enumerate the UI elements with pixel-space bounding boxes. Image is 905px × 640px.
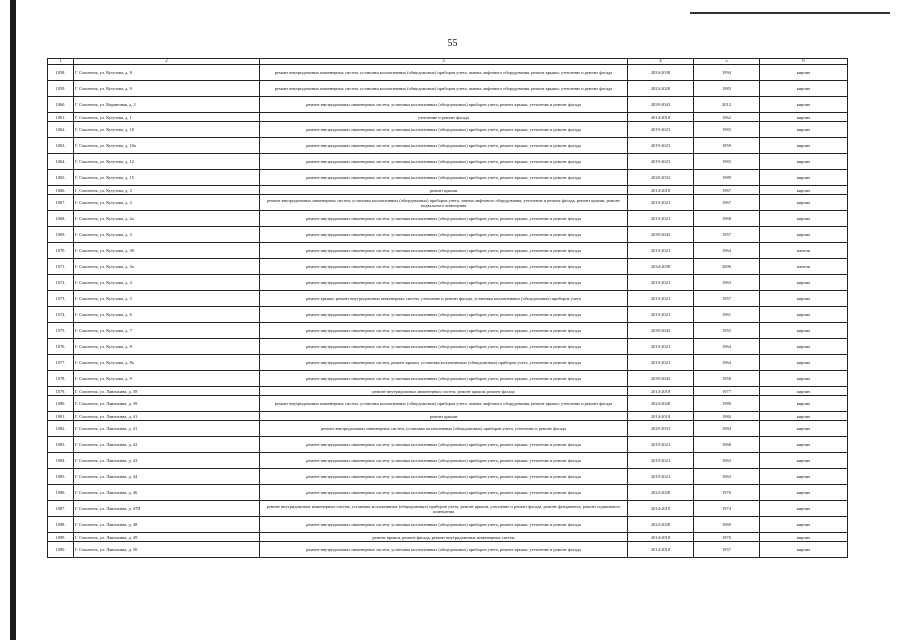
period-cell: 2019-2023 bbox=[628, 211, 694, 227]
row-number-cell: 1086. bbox=[48, 485, 74, 501]
works-cell: ремонт внутридомовых инженерных систем, установка коллективных (общедомовых) приборов учета, ремонт крыши, утепление и ремонт фасада bbox=[260, 517, 628, 533]
row-number-cell: 1066. bbox=[48, 186, 74, 195]
address-cell: Г. Смоленск, ул. Кутузова, д. 8 bbox=[74, 65, 260, 81]
period-cell: 2014-2018 bbox=[628, 412, 694, 421]
works-cell: ремонт внутридомовых инженерных систем, установка коллективных (общедомовых) приборов учета, ремонт крыши, утепление и ремонт фасада bbox=[260, 453, 628, 469]
row-number-cell: 1082. bbox=[48, 421, 74, 437]
table-row bbox=[48, 259, 848, 275]
row-number-cell: 1080. bbox=[48, 396, 74, 412]
table-row bbox=[48, 421, 848, 437]
year-built-cell: 1961 bbox=[694, 307, 760, 323]
table-row bbox=[48, 437, 848, 453]
address-cell: Г. Смоленск, ул. Лавочкина, д. 38 bbox=[74, 387, 260, 396]
table-row bbox=[48, 291, 848, 307]
works-cell: ремонт внутридомовых инженерных систем, установка коллективных (общедомовых) приборов учета, ремонт крыши, утепление и ремонт фасада bbox=[260, 243, 628, 259]
works-cell: ремонт внутридомовых инженерных систем, установка коллективных (общедомовых) приборов учета, ремонт крыши, утепление и ремонт фасада bbox=[260, 122, 628, 138]
period-cell: 2014-2018 bbox=[628, 533, 694, 542]
year-built-cell: 1963 bbox=[694, 275, 760, 291]
address-cell: Г. Смоленск, ул. Кутузова, д. 2 bbox=[74, 195, 260, 211]
row-number-cell: 1073. bbox=[48, 291, 74, 307]
year-built-cell: 1967 bbox=[694, 195, 760, 211]
address-cell: Г. Смоленск, ул. Лавочкина, д. 48 bbox=[74, 517, 260, 533]
works-cell: ремонт внутридомовых инженерных систем, установка коллективных (общедомовых) приборов учета, утепление и ремонт фасада bbox=[260, 421, 628, 437]
works-cell: ремонт внутридомовых инженерных систем, установка коллективных (общедомовых) приборов учета, ремонт крыши, утепление и ремонт фасада bbox=[260, 97, 628, 113]
address-cell: Г. Смоленск, ул. Кутузова, д. 2а bbox=[74, 211, 260, 227]
wall-material-cell: кирпич bbox=[760, 275, 848, 291]
address-cell: Г. Смоленск, ул. Кирпичная, д. 2 bbox=[74, 97, 260, 113]
address-cell: Г. Смоленск, ул. Лавочкина, д. 44 bbox=[74, 469, 260, 485]
wall-material-cell: панели bbox=[760, 243, 848, 259]
address-cell: Г. Смоленск, ул. Кутузова, д. 9 bbox=[74, 371, 260, 387]
year-built-cell: 1980 bbox=[694, 396, 760, 412]
address-cell: Г. Смоленск, ул. Кутузова, д. 1 bbox=[74, 113, 260, 122]
period-cell: 2039-2043 bbox=[628, 97, 694, 113]
table-row bbox=[48, 355, 848, 371]
row-number-cell: 1059. bbox=[48, 81, 74, 97]
year-built-cell: 1984 bbox=[694, 421, 760, 437]
header-cell-3: 3 bbox=[260, 59, 628, 65]
row-number-cell: 1058. bbox=[48, 65, 74, 81]
table-row bbox=[48, 387, 848, 396]
wall-material-cell: кирпич bbox=[760, 437, 848, 453]
row-number-cell: 1061. bbox=[48, 113, 74, 122]
year-built-cell: 1974 bbox=[694, 501, 760, 517]
year-built-cell: 1964 bbox=[694, 339, 760, 355]
period-cell: 2024-2028 bbox=[628, 81, 694, 97]
header-cell-2: 2 bbox=[74, 59, 260, 65]
address-cell: Г. Смоленск, ул. Кутузова, д. 8 bbox=[74, 339, 260, 355]
table-row bbox=[48, 113, 848, 122]
address-cell: Г. Смоленск, ул. Кутузова, д. 6 bbox=[74, 307, 260, 323]
year-built-cell: 1994 bbox=[694, 65, 760, 81]
table-row bbox=[48, 243, 848, 259]
wall-material-cell: кирпич bbox=[760, 65, 848, 81]
address-cell: Г. Смоленск, ул. Кутузова, д. 7 bbox=[74, 323, 260, 339]
address-cell: Г. Смоленск, ул. Лавочкина, д. 42 bbox=[74, 437, 260, 453]
period-cell: 2020-2033 bbox=[628, 170, 694, 186]
wall-material-cell: кирпич bbox=[760, 355, 848, 371]
address-cell: Г. Смоленск, ул. Кутузова, д. 10 bbox=[74, 122, 260, 138]
table-row bbox=[48, 211, 848, 227]
period-cell: 2019-2023 bbox=[628, 355, 694, 371]
address-cell: Г. Смоленск, ул. Лавочкина, д. 50 bbox=[74, 542, 260, 558]
period-cell: 2019-2023 bbox=[628, 469, 694, 485]
year-built-cell: 1964 bbox=[694, 355, 760, 371]
year-built-cell: 2006 bbox=[694, 259, 760, 275]
year-built-cell: 1983 bbox=[694, 81, 760, 97]
year-built-cell: 1989 bbox=[694, 170, 760, 186]
header-cell-6: 6 bbox=[760, 59, 848, 65]
year-built-cell: 1957 bbox=[694, 542, 760, 558]
period-cell: 2019-2023 bbox=[628, 243, 694, 259]
wall-material-cell: кирпич bbox=[760, 412, 848, 421]
wall-material-cell: кирпич bbox=[760, 517, 848, 533]
wall-material-cell: кирпич bbox=[760, 113, 848, 122]
year-built-cell: 1959 bbox=[694, 138, 760, 154]
works-cell: ремонт внутридомовых инженерных систем, установка коллективных (общедомовых) приборов учета, ремонт крыши, утепление и ремонт фасада bbox=[260, 469, 628, 485]
wall-material-cell: кирпич bbox=[760, 81, 848, 97]
works-cell: ремонт крыши, ремонт фасада, ремонт внутридомовых инженерных систем bbox=[260, 533, 628, 542]
period-cell: 2019-2023 bbox=[628, 437, 694, 453]
address-cell: Г. Смоленск, ул. Кутузова, д. 9 bbox=[74, 81, 260, 97]
row-number-cell: 1075. bbox=[48, 323, 74, 339]
row-number-cell: 1071. bbox=[48, 259, 74, 275]
period-cell: 2014-2018 bbox=[628, 387, 694, 396]
address-cell: Г. Смоленск, ул. Кутузова, д. 3 bbox=[74, 227, 260, 243]
row-number-cell: 1064. bbox=[48, 154, 74, 170]
period-cell: 2019-2023 bbox=[628, 138, 694, 154]
wall-material-cell: кирпич bbox=[760, 339, 848, 355]
table-row bbox=[48, 122, 848, 138]
table-row bbox=[48, 469, 848, 485]
scan-edge-bar bbox=[10, 0, 16, 640]
period-cell: 2024-2028 bbox=[628, 517, 694, 533]
year-built-cell: 1965 bbox=[694, 154, 760, 170]
table-row bbox=[48, 275, 848, 291]
works-cell: ремонт крыши bbox=[260, 412, 628, 421]
table-row bbox=[48, 195, 848, 211]
wall-material-cell: кирпич bbox=[760, 323, 848, 339]
wall-material-cell: кирпич bbox=[760, 138, 848, 154]
table-row bbox=[48, 371, 848, 387]
table-row bbox=[48, 97, 848, 113]
row-number-cell: 1088. bbox=[48, 517, 74, 533]
works-cell: ремонт внутридомовых инженерных систем, установка коллективных (общедомовых) приборов учета, ремонт крыши, утепление и ремонт фасада bbox=[260, 323, 628, 339]
year-built-cell: 1968 bbox=[694, 437, 760, 453]
row-number-cell: 1076. bbox=[48, 339, 74, 355]
header-cell-4: 4 bbox=[628, 59, 694, 65]
wall-material-cell: кирпич bbox=[760, 97, 848, 113]
works-cell: ремонт внутридомовых инженерных систем, установка коллективных (общедомовых) приборов учета, ремонт крыши, утепление и ремонт фасада bbox=[260, 211, 628, 227]
wall-material-cell: кирпич bbox=[760, 396, 848, 412]
period-cell: 2019-2023 bbox=[628, 195, 694, 211]
table-row bbox=[48, 154, 848, 170]
year-built-cell: 1964 bbox=[694, 243, 760, 259]
year-built-cell: 1965 bbox=[694, 122, 760, 138]
year-built-cell: 1968 bbox=[694, 211, 760, 227]
table-body bbox=[48, 59, 848, 558]
table-row bbox=[48, 542, 848, 558]
works-cell: ремонт внутридомовых инженерных систем, установка коллективных (общедомовых) приборов учета, ремонт крыши, утепление и ремонт фасада bbox=[260, 485, 628, 501]
row-number-cell: 1087. bbox=[48, 501, 74, 517]
wall-material-cell: кирпич bbox=[760, 122, 848, 138]
wall-material-cell: кирпич bbox=[760, 453, 848, 469]
period-cell: 2039-2043 bbox=[628, 227, 694, 243]
works-cell: ремонт внутридомовых инженерных систем, установка коллективных (общедомовых) приборов учета, ремонт крыши, утепление и ремонт фасада bbox=[260, 154, 628, 170]
table-row bbox=[48, 227, 848, 243]
row-number-cell: 1062. bbox=[48, 122, 74, 138]
address-cell: Г. Смоленск, ул. Лавочкина, д. 41 bbox=[74, 412, 260, 421]
period-cell: 2024-2028 bbox=[628, 485, 694, 501]
row-number-cell: 1084. bbox=[48, 453, 74, 469]
row-number-cell: 1063. bbox=[48, 138, 74, 154]
works-cell: ремонт внутридомовых инженерных систем, установка коллективных (общедомовых) приборов учета, замена лифтового оборудования, ремонт крыши, утепление и ремонт фасада bbox=[260, 81, 628, 97]
period-cell: 2014-2018 bbox=[628, 501, 694, 517]
row-number-cell: 1089. bbox=[48, 533, 74, 542]
table-row bbox=[48, 517, 848, 533]
year-built-cell: 1967 bbox=[694, 186, 760, 195]
works-cell: ремонт внутридомовых инженерных систем, ремонт крыши, ремонт фасада bbox=[260, 387, 628, 396]
row-number-cell: 1065. bbox=[48, 170, 74, 186]
row-number-cell: 1070. bbox=[48, 243, 74, 259]
wall-material-cell: кирпич bbox=[760, 154, 848, 170]
address-cell: Г. Смоленск, ул. Лавочкина, д. 46 bbox=[74, 485, 260, 501]
table-row bbox=[48, 323, 848, 339]
address-cell: Г. Смоленск, ул. Лавочкина, д. 47П bbox=[74, 501, 260, 517]
year-built-cell: 1969 bbox=[694, 517, 760, 533]
period-cell: 2034-2038 bbox=[628, 65, 694, 81]
wall-material-cell: кирпич bbox=[760, 501, 848, 517]
row-number-cell: 1060. bbox=[48, 97, 74, 113]
works-cell: ремонт крыши, ремонт внутридомовых инженерных систем, утепление и ремонт фасада, установка коллективных (общедомовых) приборов учета bbox=[260, 291, 628, 307]
table-row bbox=[48, 412, 848, 421]
works-cell: ремонт внутридомовых инженерных систем, установка коллективных (общедомовых) приборов учета, ремонт крыши, утепление и ремонт фасада bbox=[260, 275, 628, 291]
year-built-cell: 1970 bbox=[694, 533, 760, 542]
works-cell: ремонт внутридомовых инженерных систем, установка коллективных (общедомовых) приборов учета, ремонт крыши, утепление и ремонт фасада bbox=[260, 138, 628, 154]
table-row bbox=[48, 81, 848, 97]
header-cell-1: 1 bbox=[48, 59, 74, 65]
works-cell: ремонт внутридомовых инженерных систем, установка коллективных (общедомовых) приборов учета, ремонт крыши, утепление и ремонт фасада bbox=[260, 259, 628, 275]
wall-material-cell: кирпич bbox=[760, 211, 848, 227]
works-cell: ремонт внутридомовых инженерных систем, ремонт крыши, установка коллективных (общедомовых) приборов учета, утепление и ремонт фасада bbox=[260, 355, 628, 371]
address-cell: Г. Смоленск, ул. Кутузова, д. 8а bbox=[74, 355, 260, 371]
wall-material-cell: кирпич bbox=[760, 469, 848, 485]
works-cell: ремонт внутридомовых инженерных систем, установка коллективных (общедомовых) приборов учета, ремонт крыши, утепление и ремонт фасада bbox=[260, 437, 628, 453]
table-row bbox=[48, 170, 848, 186]
period-cell: 2019-2023 bbox=[628, 122, 694, 138]
period-cell: 2014-2018 bbox=[628, 113, 694, 122]
wall-material-cell: кирпич bbox=[760, 307, 848, 323]
table-row bbox=[48, 65, 848, 81]
row-number-cell: 1079. bbox=[48, 387, 74, 396]
wall-material-cell: кирпич bbox=[760, 542, 848, 558]
works-cell: ремонт внутридомовых инженерных систем, установка коллективных (общедомовых) приборов учета, ремонт крыши, утепление и ремонт фасада bbox=[260, 170, 628, 186]
wall-material-cell: кирпич bbox=[760, 421, 848, 437]
header-cell-5: 5 bbox=[694, 59, 760, 65]
year-built-cell: 1984 bbox=[694, 412, 760, 421]
period-cell: 2034-2038 bbox=[628, 259, 694, 275]
row-number-cell: 1067. bbox=[48, 195, 74, 211]
year-built-cell: 1970 bbox=[694, 485, 760, 501]
page-number: 55 bbox=[447, 38, 458, 49]
period-cell: 2019-2023 bbox=[628, 154, 694, 170]
row-number-cell: 1083. bbox=[48, 437, 74, 453]
period-cell: 2039-2043 bbox=[628, 371, 694, 387]
address-cell: Г. Смоленск, ул. Лавочкина, д. 39 bbox=[74, 396, 260, 412]
address-cell: Г. Смоленск, ул. Лавочкина, д. 41 bbox=[74, 421, 260, 437]
year-built-cell: 1977 bbox=[694, 387, 760, 396]
wall-material-cell: кирпич bbox=[760, 186, 848, 195]
works-cell: ремонт внутридомовых инженерных систем, установка коллективных (общедомовых) приборов учета, замена лифтового оборудования, ремонт крыши, утепление и ремонт фасада bbox=[260, 65, 628, 81]
wall-material-cell: кирпич bbox=[760, 387, 848, 396]
wall-material-cell: кирпич bbox=[760, 533, 848, 542]
address-cell: Г. Смоленск, ул. Кутузова, д. 12 bbox=[74, 154, 260, 170]
table-row bbox=[48, 339, 848, 355]
period-cell: 2019-2023 bbox=[628, 339, 694, 355]
address-cell: Г. Смоленск, ул. Кутузова, д. 15 bbox=[74, 170, 260, 186]
works-cell: утепление и ремонт фасада bbox=[260, 113, 628, 122]
wall-material-cell: кирпич bbox=[760, 291, 848, 307]
address-cell: Г. Смоленск, ул. Кутузова, д. 4 bbox=[74, 275, 260, 291]
year-built-cell: 1963 bbox=[694, 453, 760, 469]
wall-material-cell: кирпич bbox=[760, 371, 848, 387]
address-cell: Г. Смоленск, ул. Кутузова, д. 30 bbox=[74, 243, 260, 259]
wall-material-cell: панели bbox=[760, 259, 848, 275]
period-cell: 2019-2023 bbox=[628, 275, 694, 291]
row-number-cell: 1077. bbox=[48, 355, 74, 371]
works-cell: ремонт внутридомовых инженерных систем, установка коллективных (общедомовых) приборов учета, ремонт крыши, утепление и ремонт фасада bbox=[260, 542, 628, 558]
row-number-cell: 1078. bbox=[48, 371, 74, 387]
table-row bbox=[48, 533, 848, 542]
period-cell: 2039-2043 bbox=[628, 323, 694, 339]
period-cell: 2024-2028 bbox=[628, 396, 694, 412]
address-cell: Г. Смоленск, ул. Лавочкина, д. 43 bbox=[74, 453, 260, 469]
table-row bbox=[48, 501, 848, 517]
year-built-cell: 1957 bbox=[694, 291, 760, 307]
row-number-cell: 1072. bbox=[48, 275, 74, 291]
scan-top-line bbox=[690, 12, 890, 14]
year-built-cell: 2012 bbox=[694, 97, 760, 113]
period-cell: 2019-2023 bbox=[628, 453, 694, 469]
works-cell: ремонт внутридомовых инженерных систем, установка коллективных (общедомовых) приборов учета, замена лифтового оборудования, ремонт крыши, утепление и ремонт фасада bbox=[260, 396, 628, 412]
address-cell: Г. Смоленск, ул. Лавочкина, д. 49 bbox=[74, 533, 260, 542]
period-cell: 2019-2023 bbox=[628, 291, 694, 307]
wall-material-cell: кирпич bbox=[760, 195, 848, 211]
row-number-cell: 1081. bbox=[48, 412, 74, 421]
row-number-cell: 1090. bbox=[48, 542, 74, 558]
year-built-cell: 1962 bbox=[694, 113, 760, 122]
address-cell: Г. Смоленск, ул. Кутузова, д. 2 bbox=[74, 186, 260, 195]
year-built-cell: 1955 bbox=[694, 323, 760, 339]
works-cell: ремонт внутридомовых инженерных систем, установка коллективных (общедомовых) приборов учета, замена лифтового оборудования, утепление и ремонт фасада, ремонт крыши, ремонт подвального помещения bbox=[260, 195, 628, 211]
works-cell: ремонт внутридомовых инженерных систем, установка коллективных (общедомовых) приборов учета, ремонт крыши, утепление и ремонт фасада bbox=[260, 371, 628, 387]
wall-material-cell: кирпич bbox=[760, 227, 848, 243]
works-cell: ремонт внутридомовых инженерных систем, установка коллективных (общедомовых) приборов учета, ремонт крыши, утепление и ремонт фасада bbox=[260, 227, 628, 243]
table-row bbox=[48, 186, 848, 195]
works-cell: ремонт внутридомовых инженерных систем, установка коллективных (общедомовых) приборов учета, ремонт крыши, утепление и ремонт фасада bbox=[260, 339, 628, 355]
period-cell: 2019-2023 bbox=[628, 307, 694, 323]
row-number-cell: 1085. bbox=[48, 469, 74, 485]
address-cell: Г. Смоленск, ул. Кутузова, д. 5 bbox=[74, 291, 260, 307]
year-built-cell: 1958 bbox=[694, 371, 760, 387]
table-row bbox=[48, 307, 848, 323]
row-number-cell: 1074. bbox=[48, 307, 74, 323]
row-number-cell: 1068. bbox=[48, 211, 74, 227]
period-cell: 2014-2018 bbox=[628, 186, 694, 195]
address-cell: Г. Смоленск, ул. Кутузова, д. 10а bbox=[74, 138, 260, 154]
period-cell: 2014-2018 bbox=[628, 542, 694, 558]
housing-repair-table bbox=[47, 58, 848, 558]
wall-material-cell: кирпич bbox=[760, 170, 848, 186]
table-row bbox=[48, 453, 848, 469]
works-cell: ремонт крыши bbox=[260, 186, 628, 195]
table-row bbox=[48, 396, 848, 412]
works-cell: ремонт внутридомовых инженерных систем, установка коллективных (общедомовых) приборов учета, ремонт крыши, утепление и ремонт фасада bbox=[260, 307, 628, 323]
year-built-cell: 1957 bbox=[694, 227, 760, 243]
table-row bbox=[48, 138, 848, 154]
period-cell: 2029-2033 bbox=[628, 421, 694, 437]
wall-material-cell: кирпич bbox=[760, 485, 848, 501]
works-cell: ремонт внутридомовых инженерных систем, установка коллективных (общедомовых) приборов учета, ремонт крыши, утепление и ремонт фасада, ремонт фундамента, ремонт подвального помещения bbox=[260, 501, 628, 517]
table-row bbox=[48, 485, 848, 501]
address-cell: Г. Смоленск, ул. Кутузова, д. 3а bbox=[74, 259, 260, 275]
row-number-cell: 1069. bbox=[48, 227, 74, 243]
year-built-cell: 1963 bbox=[694, 469, 760, 485]
